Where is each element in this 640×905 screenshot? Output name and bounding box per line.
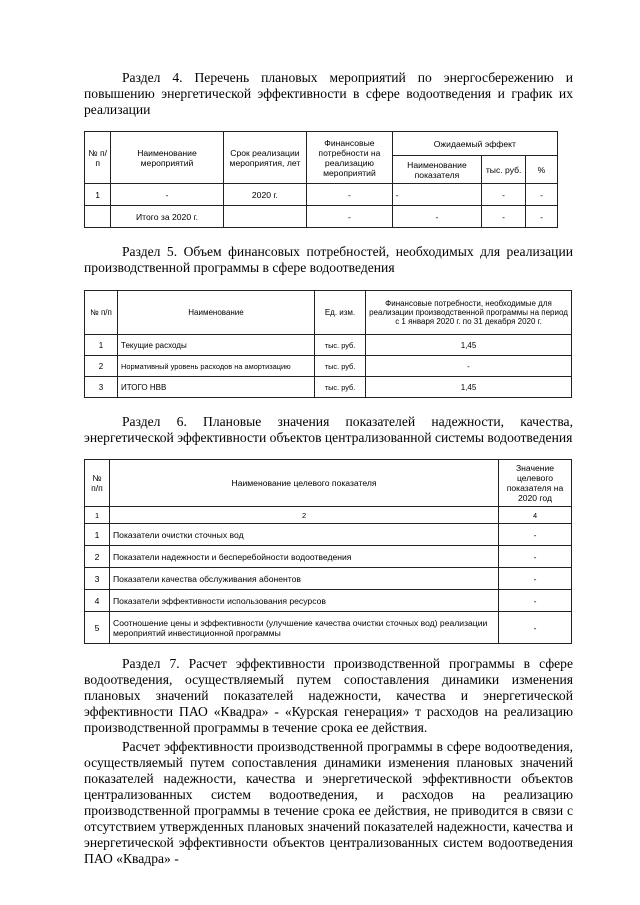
header-fin: Финансовые потребности, необходимые для реализации производственной программы на период с 1 января 2020 г. по 31 декабря 2020 г. <box>366 291 572 335</box>
cell-value: 4 <box>499 507 572 524</box>
cell-num: 5 <box>85 612 110 644</box>
table-row <box>85 377 572 398</box>
table-row <box>85 590 572 612</box>
cell-indicator: - <box>392 184 482 206</box>
header-name: Наименование целевого показателя <box>110 460 499 507</box>
cell-value: - <box>499 612 572 644</box>
cell-num: 3 <box>85 568 110 590</box>
cell-indicator: - <box>392 206 482 228</box>
cell-num: 1 <box>85 184 111 206</box>
table-row <box>85 524 572 546</box>
header-name: Наименование <box>118 291 315 335</box>
cell-pct: - <box>526 206 558 228</box>
cell-num: 1 <box>85 524 110 546</box>
table-row <box>85 356 572 377</box>
cell-unit: тыс. руб. <box>315 377 366 398</box>
header-rub: тыс. руб. <box>482 156 526 184</box>
cell-fin: - <box>307 206 392 228</box>
header-pct: % <box>526 156 558 184</box>
cell-name: Показатели очистки сточных вод <box>110 524 499 546</box>
cell-name: ИТОГО НВВ <box>118 377 315 398</box>
cell-value: 1,45 <box>366 335 572 356</box>
header-num: № п/п <box>85 132 111 184</box>
cell-num: 2 <box>85 546 110 568</box>
cell-value: - <box>499 568 572 590</box>
table-row <box>85 546 572 568</box>
cell-num: 1 <box>85 507 110 524</box>
table-row <box>85 184 558 206</box>
table-index-row <box>85 507 572 524</box>
cell-num: 4 <box>85 590 110 612</box>
section5-table <box>84 290 572 398</box>
cell-fin: - <box>307 184 392 206</box>
section4-table <box>84 131 558 228</box>
section5-heading: Раздел 5. Объем финансовых потребностей, необходимых для реализации производственной программы в сфере водоотведения <box>84 244 573 275</box>
cell-num: 1 <box>85 335 118 356</box>
section7-paragraph: Расчет эффективности производственной программы в сфере водоотведения, осуществляемый путем сопоставления динамики изменения плановых значений показателей надежности, качества и энергетической эффективности объектов централизованных систем водоотведения, и расходов на реализацию производственной программы в течение срока ее действия, не приводится в связи с отсутствием утвержденных плановых значений показателей надежности, качества и энергетической эффективности объектов централизованных систем водоотведения ПАО «Квадра» - <box>84 739 573 866</box>
cell-name: Показатели надежности и бесперебойности водоотведения <box>110 546 499 568</box>
cell-name: Нормативный уровень расходов на амортизацию <box>118 356 315 377</box>
header-indicator: Наименование показателя <box>392 156 482 184</box>
cell-unit: тыс. руб. <box>315 335 366 356</box>
cell-unit: тыс. руб. <box>315 356 366 377</box>
section7-heading: Раздел 7. Расчет эффективности производственной программы в сфере водоотведения, осуществляемый путем сопоставления динамики изменения плановых значений показателей надежности, качества и энергетической эффективности ПАО «Квадра» - «Курская генерация» т расходов на реализацию производственной программы в течение срока ее действия. <box>84 656 573 735</box>
cell-value: - <box>499 590 572 612</box>
cell-num <box>85 206 111 228</box>
cell-term <box>223 206 307 228</box>
table-row <box>85 612 572 644</box>
header-name: Наименование мероприятий <box>111 132 223 184</box>
cell-value: - <box>366 356 572 377</box>
cell-name: Показатели эффективности использования ресурсов <box>110 590 499 612</box>
cell-name: Соотношение цены и эффективности (улучшение качества очистки сточных вод) реализации мероприятий инвестиционной программы <box>110 612 499 644</box>
cell-value: 1,45 <box>366 377 572 398</box>
section4-heading: Раздел 4. Перечень плановых мероприятий по энергосбережению и повышению энергетической эффективности в сфере водоотведения и график их реализации <box>84 70 573 117</box>
cell-name: Итого за 2020 г. <box>111 206 223 228</box>
header-value: Значение целевого показателя на 2020 год <box>499 460 572 507</box>
cell-name: Текущие расходы <box>118 335 315 356</box>
header-fin: Финансовые потребности на реализацию мероприятий <box>307 132 392 184</box>
table-row <box>85 335 572 356</box>
cell-name: 2 <box>110 507 499 524</box>
cell-rub: - <box>482 184 526 206</box>
table-row <box>85 206 558 228</box>
cell-name: - <box>111 184 223 206</box>
cell-term: 2020 г. <box>223 184 307 206</box>
section6-table <box>84 459 572 644</box>
cell-num: 2 <box>85 356 118 377</box>
header-effect: Ожидаемый эффект <box>392 132 557 156</box>
table-row <box>85 568 572 590</box>
cell-value: - <box>499 546 572 568</box>
cell-rub: - <box>482 206 526 228</box>
header-term: Срок реализации мероприятия, лет <box>223 132 307 184</box>
cell-name: Показатели качества обслуживания абонентов <box>110 568 499 590</box>
header-num: № п/п <box>85 460 110 507</box>
section6-heading: Раздел 6. Плановые значения показателей надежности, качества, энергетической эффективности объектов централизованной системы водоотведения <box>84 414 573 445</box>
header-num: № п/п <box>85 291 118 335</box>
header-unit: Ед. изм. <box>315 291 366 335</box>
cell-value: - <box>499 524 572 546</box>
cell-pct: - <box>526 184 558 206</box>
cell-num: 3 <box>85 377 118 398</box>
